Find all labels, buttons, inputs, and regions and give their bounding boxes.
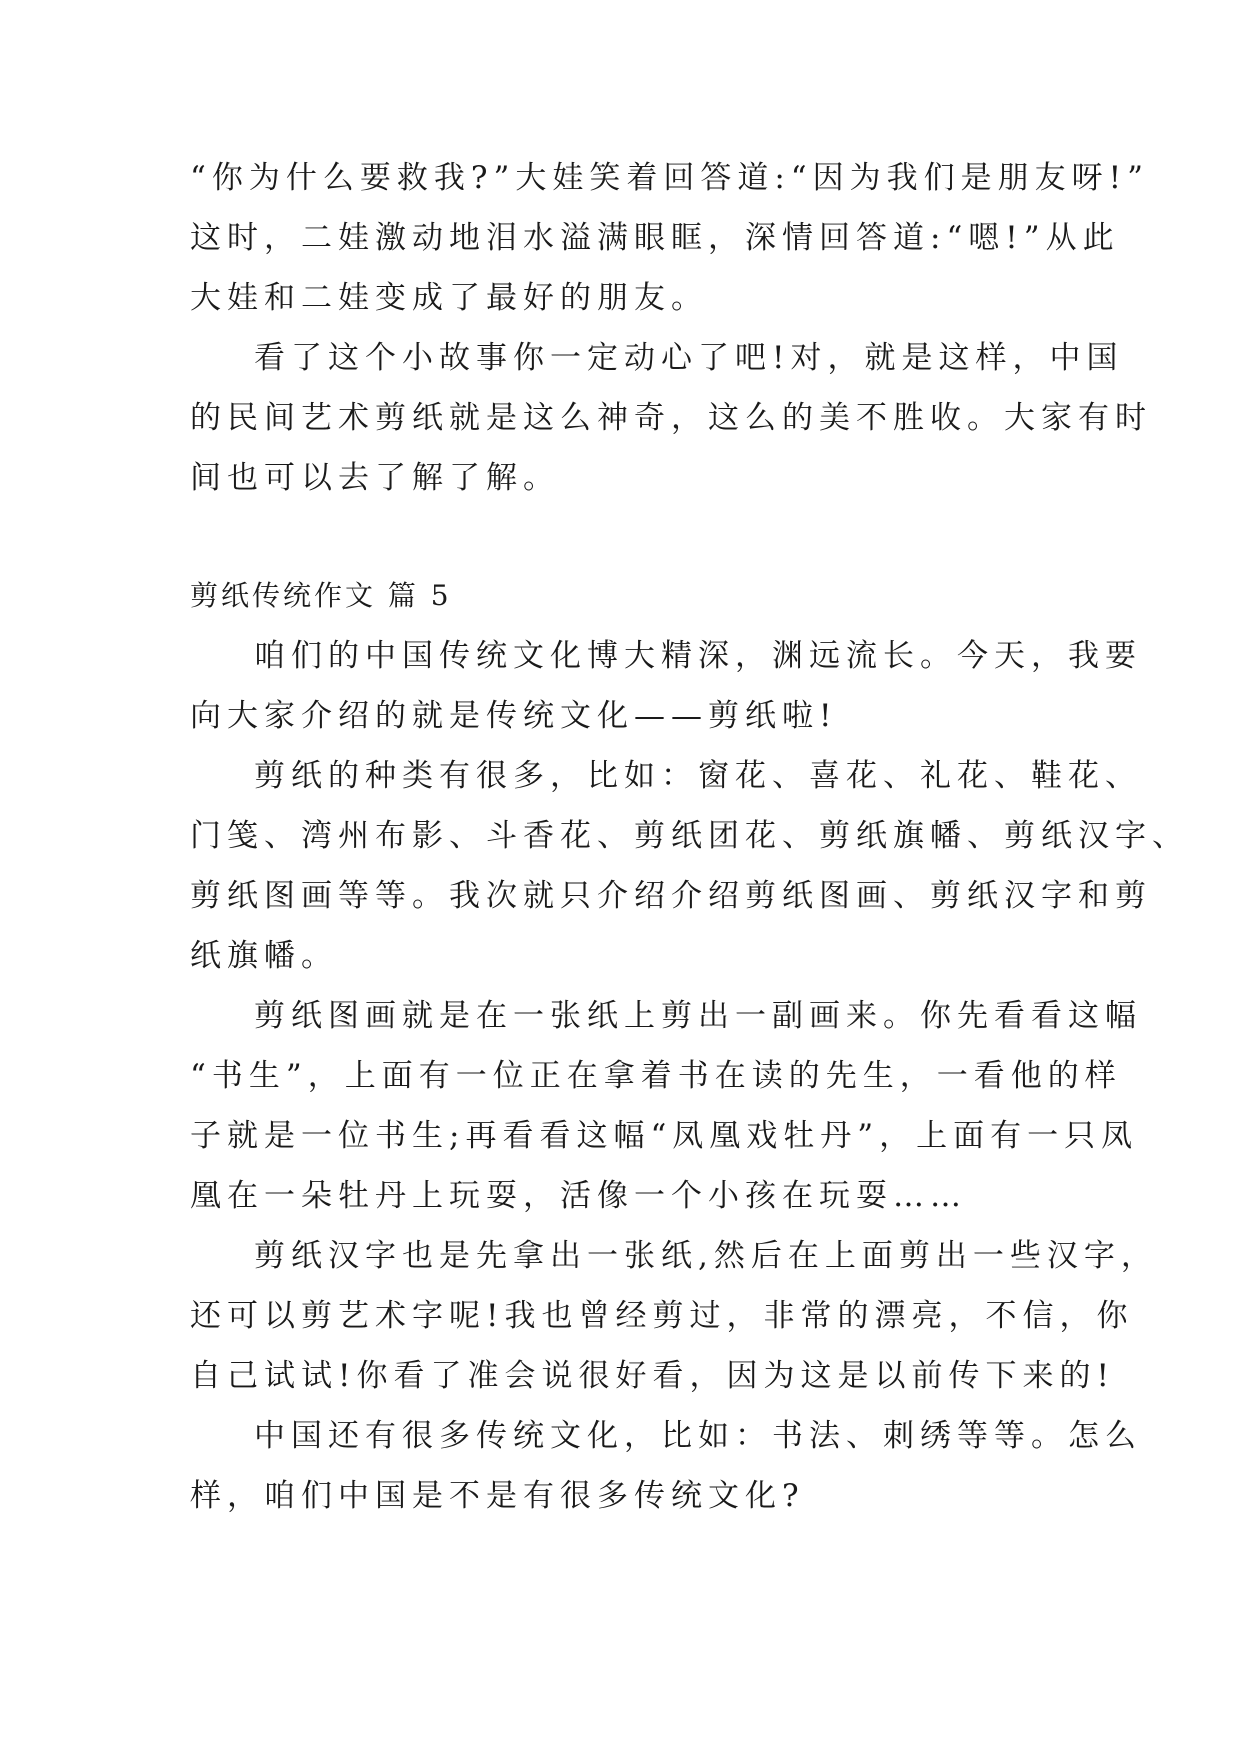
paragraph-line: 看了这个小故事你一定动心了吧!对，就是这样，中国 xyxy=(254,340,1124,376)
paragraph-line: 剪纸的种类有很多，比如：窗花、喜花、礼花、鞋花、 xyxy=(254,758,1142,794)
paragraph-line: 样，咱们中国是不是有很多传统文化? xyxy=(190,1478,805,1514)
paragraph-line: 自己试试!你看了准会说很好看，因为这是以前传下来的! xyxy=(190,1358,1115,1394)
paragraph-line: 凰在一朵牡丹上玩耍，活像一个小孩在玩耍…… xyxy=(190,1178,967,1214)
paragraph-line: 子就是一位书生;再看看这幅“凤凰戏牡丹”，上面有一只凤 xyxy=(190,1118,1139,1154)
paragraph-line: 剪纸图画等等。我次就只介绍介绍剪纸图画、剪纸汉字和剪 xyxy=(190,878,1152,914)
paragraph-line: 门笺、湾州布影、斗香花、剪纸团花、剪纸旗幡、剪纸汉字、 xyxy=(190,818,1189,854)
paragraph-line: 剪纸汉字也是先拿出一张纸,然后在上面剪出一些汉字， xyxy=(254,1238,1158,1274)
paragraph-line: 间也可以去了解了解。 xyxy=(190,460,560,496)
paragraph-line: 咱们的中国传统文化博大精深，渊远流长。今天，我要 xyxy=(254,638,1142,674)
paragraph-line: 的民间艺术剪纸就是这么神奇，这么的美不胜收。大家有时 xyxy=(190,400,1152,436)
paragraph-line: 剪纸图画就是在一张纸上剪出一副画来。你先看看这幅 xyxy=(254,998,1142,1034)
paragraph-line: “书生”，上面有一位正在拿着书在读的先生，一看他的样 xyxy=(190,1058,1122,1094)
paragraph-line: 向大家介绍的就是传统文化——剪纸啦! xyxy=(190,698,838,734)
paragraph-line: 这时，二娃激动地泪水溢满眼眶，深情回答道:“嗯!”从此 xyxy=(190,220,1120,256)
paragraph-line: “你为什么要救我?”大娃笑着回答道:“因为我们是朋友呀!” xyxy=(190,160,1149,196)
paragraph-line: 还可以剪艺术字呢!我也曾经剪过，非常的漂亮，不信，你 xyxy=(190,1298,1134,1334)
section-title: 剪纸传统作文 篇 5 xyxy=(190,579,452,612)
paragraph-line: 中国还有很多传统文化，比如：书法、刺绣等等。怎么 xyxy=(254,1418,1142,1454)
paragraph-line: 大娃和二娃变成了最好的朋友。 xyxy=(190,280,708,316)
paragraph-line: 纸旗幡。 xyxy=(190,938,338,974)
